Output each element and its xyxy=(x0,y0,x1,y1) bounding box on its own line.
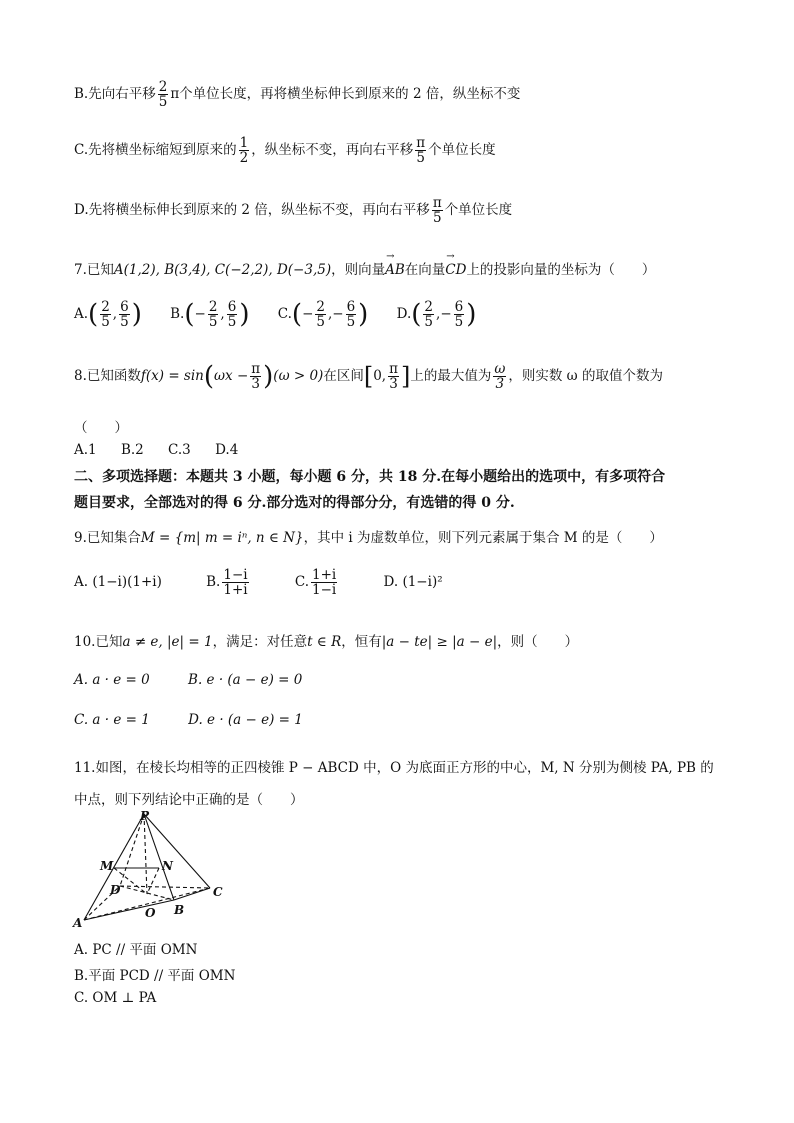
label-m: M xyxy=(100,859,114,873)
vector-cd: → CD xyxy=(445,262,466,278)
q8-options xyxy=(74,442,262,458)
q9-options xyxy=(74,568,467,597)
q10-options-row2 xyxy=(74,712,327,728)
edge-bc xyxy=(174,888,210,900)
q10-option: A. a · e = 0 xyxy=(74,672,150,688)
fraction: $\frac{1}{2}$ xyxy=(239,135,249,167)
q9-option: D. (1−i)² xyxy=(383,574,443,591)
section-heading: 二、多项选择题：本题共 3 小题，每小题 6 分，共 18 分.在每小题给出的选项中，有多项符合 题目要求，全部选对的得 6 分.部分选对的得部分分，有选错的得 0 分. xyxy=(74,469,666,511)
q11-stem-line1: 11.如图，在棱长均相等的正四棱锥 P − ABCD 中，O 为底面正方形的中心，M, N 分别为侧棱 PA, PB 的 xyxy=(74,760,714,776)
label-o: O xyxy=(145,906,156,920)
edge-pa xyxy=(84,814,144,920)
q7-option: B.(− $\frac{2}{5}$ , $\frac{6}{5}$ ) xyxy=(170,299,250,331)
edge-dc xyxy=(120,886,210,888)
q6-b-text: B.先向右平移 xyxy=(74,86,156,103)
label-d: D xyxy=(110,883,121,897)
vector-ab: → AB xyxy=(385,262,405,278)
q6-b-tail: π个单位长度，再将横坐标伸长到原来的 2 倍，纵坐标不变 xyxy=(170,86,521,103)
label-p: P xyxy=(140,809,150,823)
q6-option-c: C.先将横坐标缩短到原来的 $\frac{1}{2}$ ，纵坐标不变，再向右平移 $\frac{\pi}{5}$ 个单位长度 xyxy=(74,135,496,167)
q11-stem-line2: 中点，则下列结论中正确的是（ ） xyxy=(74,792,304,808)
fraction: $\frac{\pi}{5}$ xyxy=(416,135,426,167)
q10-options-row1 xyxy=(74,672,326,688)
q8-answer-paren: （ ） xyxy=(74,420,128,436)
q10-option: B. e · (a − e) = 0 xyxy=(188,672,303,688)
q9-stem: 9.已知集合M = {m| m = iⁿ, n ∈ N}，其中 i 为虚数单位，则下列元素属于集合 M 的是（ ） xyxy=(74,530,663,546)
q8-option: A.1 xyxy=(74,442,97,458)
height-po xyxy=(144,814,147,894)
q7-points: A(1,2), B(3,4), C(−2,2), D(−3,5) xyxy=(113,262,332,278)
q8-option: C.3 xyxy=(168,442,191,458)
label-c: C xyxy=(213,885,223,899)
q8-stem: 8.已知函数f(x) = sin(ωx − $\frac{\pi}{3}$ )(ω > 0)在区间[0, $\frac{\pi}{3}$ ]上的最大值为 $\frac{\omega}{3}$ ，则实数 ω 的取值个数为 xyxy=(74,361,663,393)
q11-option-c: C. OM ⊥ PA xyxy=(74,990,157,1006)
q10-option: D. e · (a − e) = 1 xyxy=(188,712,303,728)
label-n: N xyxy=(162,859,173,873)
pyramid-figure xyxy=(70,808,230,934)
q9-option: C. $\frac{1+i}{1-i}$ xyxy=(294,567,337,599)
edge-ab xyxy=(84,900,174,920)
q7-options xyxy=(74,300,500,329)
q9-option: A. (1−i)(1+i) xyxy=(74,574,162,591)
fraction: $\frac{\pi}{5}$ xyxy=(432,195,442,227)
q10-stem: 10.已知a ≠ e, |e| = 1，满足：对任意t ∈ R，恒有|a − te| ≥ |a − e|，则（ ） xyxy=(74,634,579,650)
q9-option: B. $\frac{1-i}{1+i}$ xyxy=(206,567,248,599)
segment-no xyxy=(147,868,159,894)
q7-option: D.( $\frac{2}{5}$ ,− $\frac{6}{5}$ ) xyxy=(396,299,477,331)
q10-option: C. a · e = 1 xyxy=(74,712,150,728)
q7-stem: 7.已知A(1,2), B(3,4), C(−2,2), D(−3,5)，则向量→ AB在向量→ CD上的投影向量的坐标为（ ） xyxy=(74,258,655,278)
fraction: $\frac{2}{5}$ xyxy=(158,79,168,111)
q6-option-b xyxy=(74,80,520,109)
label-b: B xyxy=(174,903,185,917)
q11-option-a: A. PC // 平面 OMN xyxy=(74,942,198,958)
label-a: A xyxy=(73,916,83,930)
q11-option-b: B.平面 PCD // 平面 OMN xyxy=(74,968,236,984)
q6-option-d: D.先将横坐标伸长到原来的 2 倍，纵坐标不变，再向右平移 $\frac{\pi}{5}$ 个单位长度 xyxy=(74,195,513,227)
q8-option: D.4 xyxy=(215,442,239,458)
q7-option: C.(− $\frac{2}{5}$ ,− $\frac{6}{5}$ ) xyxy=(277,299,369,331)
edge-pc xyxy=(144,814,210,888)
q7-option: A.( $\frac{2}{5}$ , $\frac{6}{5}$ ) xyxy=(74,299,142,331)
q8-option: B.2 xyxy=(120,442,144,458)
